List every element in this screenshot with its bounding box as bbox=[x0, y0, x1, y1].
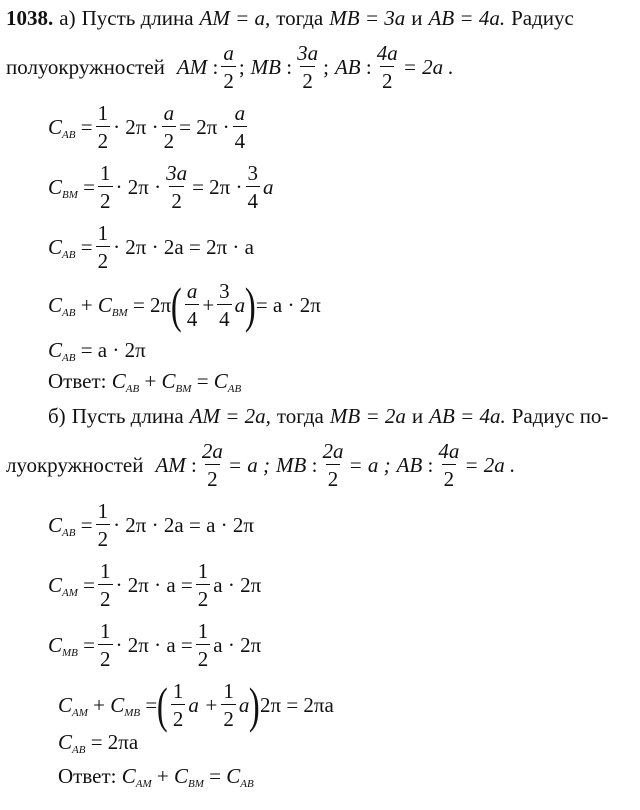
den: 2 bbox=[442, 464, 457, 490]
am-eq: AM = 2a, bbox=[189, 404, 271, 428]
part-a-intro bbox=[6, 8, 640, 29]
subscript: BM bbox=[62, 188, 78, 201]
subscript: AB bbox=[240, 778, 254, 790]
den: 4 bbox=[233, 126, 248, 152]
expr: · 2π · a = bbox=[115, 572, 193, 597]
plus: + bbox=[93, 692, 105, 717]
expr: a + bbox=[188, 692, 219, 717]
num: 3 bbox=[219, 279, 230, 303]
subscript: AB bbox=[125, 383, 140, 395]
fraction bbox=[436, 440, 461, 490]
c-symbol: $C_{AB}$ bbox=[48, 338, 76, 364]
fraction bbox=[221, 680, 236, 730]
expr: = 2π · bbox=[179, 114, 230, 139]
eq: = bbox=[80, 114, 93, 139]
c-symbol: $C_{AM}$ bbox=[58, 692, 88, 719]
num: 3a bbox=[166, 161, 188, 185]
den: 2 bbox=[221, 704, 236, 730]
result: = 2a . bbox=[402, 54, 454, 79]
fraction bbox=[96, 222, 111, 272]
fraction bbox=[375, 42, 400, 92]
num: 1 bbox=[197, 559, 209, 583]
c-symbol: $C_{AB}$ bbox=[226, 764, 254, 790]
fraction bbox=[96, 102, 111, 152]
subscript: AB bbox=[62, 128, 76, 141]
num: 1 bbox=[223, 679, 234, 703]
expr: a · 2π bbox=[213, 632, 262, 657]
den: 2 bbox=[205, 464, 220, 490]
den: 2 bbox=[98, 584, 113, 610]
part-b-radii: луокружностей AM : $\frac{2a}{2}$ = a ; MB : $\frac{2a}{2}$ = a ; AB : $\frac{4a}{2}$ = 2a . bbox=[6, 439, 516, 492]
subscript: MB bbox=[124, 706, 141, 719]
den: 2 bbox=[171, 704, 186, 730]
den: 2 bbox=[196, 584, 211, 610]
part-b-intro bbox=[48, 406, 640, 427]
c-symbol: $C_{BM}$ bbox=[97, 292, 128, 319]
problem-number: 1038. bbox=[6, 6, 54, 30]
var: a bbox=[238, 692, 250, 717]
fraction bbox=[196, 560, 211, 610]
subscript: BM bbox=[175, 383, 192, 395]
fraction bbox=[233, 102, 248, 152]
part-a-radii: полуокружностей AM : $\frac{a}{2}$ ; MB : $\frac{3a}{2}$ ; AB : $\frac{4a}{2}$ = 2a . bbox=[6, 41, 454, 94]
text: и bbox=[411, 6, 423, 30]
c-symbol: $C_{AB}$ bbox=[213, 369, 242, 395]
eq: = bbox=[80, 512, 93, 537]
num: 1 bbox=[100, 559, 111, 583]
part-b-eq4 bbox=[58, 676, 640, 733]
den: 2 bbox=[326, 464, 341, 490]
part-a-eq5 bbox=[48, 338, 640, 364]
den: 2 bbox=[96, 126, 111, 152]
num: 4a bbox=[438, 439, 460, 463]
num: a bbox=[234, 101, 246, 125]
fraction bbox=[171, 680, 186, 730]
num: 1 bbox=[197, 619, 209, 643]
text: полуокружностей bbox=[6, 54, 165, 79]
expr: = 2π bbox=[132, 292, 172, 317]
subscript: AB bbox=[227, 383, 242, 395]
c-symbol: $C_{AB}$ bbox=[48, 512, 76, 539]
part-a-answer bbox=[48, 369, 640, 395]
subscript: AB bbox=[62, 526, 76, 539]
part-a-eq1 bbox=[48, 102, 640, 152]
mb-eq: MB = 2a bbox=[329, 404, 406, 428]
answer-label: Ответ: bbox=[48, 369, 107, 393]
c-symbol: $C_{BM}$ bbox=[173, 764, 204, 790]
am: AM bbox=[176, 54, 208, 79]
den: 4 bbox=[217, 304, 232, 330]
den: 2 bbox=[300, 66, 315, 92]
eq: = bbox=[83, 572, 95, 597]
part-a-label: а) bbox=[59, 6, 76, 30]
expr: · 2π · 2a = 2π · a bbox=[113, 234, 254, 259]
fraction bbox=[96, 500, 111, 550]
num: 1 bbox=[97, 221, 109, 245]
num: 1 bbox=[100, 619, 111, 643]
text: Пусть длина bbox=[71, 404, 184, 428]
text: луокружностей bbox=[6, 452, 144, 477]
expr: 2π = 2πa bbox=[259, 692, 334, 717]
ab: AB bbox=[396, 452, 423, 477]
c-symbol: $C_{MB}$ bbox=[48, 632, 78, 659]
num: 3a bbox=[297, 41, 319, 65]
eq: = bbox=[80, 234, 93, 259]
eq: = bbox=[196, 369, 209, 393]
den: 2 bbox=[96, 524, 111, 550]
den: 4 bbox=[185, 304, 200, 330]
left-paren: ( bbox=[157, 676, 168, 733]
text: и bbox=[411, 404, 424, 428]
c-symbol: $C_{AB}$ bbox=[48, 114, 76, 141]
fraction bbox=[320, 440, 345, 490]
eq: = bbox=[209, 764, 221, 788]
fraction bbox=[98, 162, 113, 212]
eq: = bbox=[145, 692, 158, 717]
fraction bbox=[246, 162, 261, 212]
den: 2 bbox=[169, 186, 184, 212]
part-b-eq2 bbox=[48, 560, 640, 610]
c-symbol: $C_{AM}$ bbox=[121, 764, 152, 790]
ab-eq: AB = 4a. bbox=[428, 6, 506, 30]
expr: · 2π · a = bbox=[115, 632, 193, 657]
den: 2 bbox=[96, 246, 111, 272]
subscript: AB bbox=[62, 306, 76, 319]
plus: + bbox=[80, 292, 93, 317]
fraction bbox=[98, 620, 113, 670]
subscript: AM bbox=[62, 586, 78, 599]
c-symbol: $C_{AB}$ bbox=[111, 369, 140, 395]
result: = 2a . bbox=[464, 452, 516, 477]
expr: · 2π · 2a = a · 2π bbox=[113, 512, 254, 537]
den: 4 bbox=[246, 186, 261, 212]
subscript: MB bbox=[62, 646, 78, 659]
text: Пусть длина bbox=[81, 6, 194, 30]
eq: = bbox=[83, 174, 95, 199]
den: 2 bbox=[221, 66, 236, 92]
num: 1 bbox=[97, 499, 109, 523]
ab: AB bbox=[334, 54, 361, 79]
fraction bbox=[185, 280, 200, 330]
expr: = 2πa bbox=[90, 730, 139, 754]
subscript: AB bbox=[72, 744, 86, 756]
part-b-eq5 bbox=[58, 730, 640, 756]
num: a bbox=[186, 279, 198, 303]
eq: = bbox=[83, 632, 95, 657]
expr: = a · 2π bbox=[255, 292, 321, 317]
subscript: AM bbox=[135, 778, 152, 790]
num: 1 bbox=[97, 101, 109, 125]
c-symbol: $C_{AM}$ bbox=[48, 572, 78, 599]
right-paren: ) bbox=[249, 676, 261, 733]
c-symbol: $C_{AB}$ bbox=[58, 730, 86, 756]
den: 2 bbox=[98, 644, 113, 670]
text: Радиус bbox=[511, 6, 574, 30]
c-symbol: $C_{BM}$ bbox=[161, 369, 192, 395]
den: 2 bbox=[162, 126, 177, 152]
expr: a bbox=[263, 174, 274, 199]
text: Радиус по- bbox=[511, 404, 609, 428]
plus: + bbox=[202, 292, 215, 317]
num: a bbox=[223, 41, 234, 65]
answer-label: Ответ: bbox=[58, 764, 117, 788]
den: 2 bbox=[380, 66, 395, 92]
c-symbol: $C_{MB}$ bbox=[110, 692, 141, 719]
num: 1 bbox=[100, 161, 111, 185]
num: 4a bbox=[376, 41, 398, 65]
result: = a ; bbox=[227, 452, 271, 477]
plus: + bbox=[144, 369, 157, 393]
expr: · 2π · bbox=[115, 174, 162, 199]
part-b-eq1 bbox=[48, 500, 640, 550]
mb: MB bbox=[250, 54, 281, 79]
num: 3 bbox=[247, 161, 259, 185]
fraction bbox=[98, 560, 113, 610]
am: AM bbox=[155, 452, 186, 477]
am-eq: AM = a, bbox=[199, 6, 271, 30]
part-a-eq2 bbox=[48, 162, 640, 212]
right-paren: ) bbox=[245, 276, 256, 333]
expr: = 2π · bbox=[192, 174, 243, 199]
fraction bbox=[295, 42, 320, 92]
part-b-label: б) bbox=[48, 404, 66, 428]
den: 2 bbox=[98, 186, 113, 212]
plus: + bbox=[156, 764, 169, 788]
fraction bbox=[196, 620, 211, 670]
left-paren: ( bbox=[171, 276, 182, 333]
c-symbol: $C_{AB}$ bbox=[48, 234, 76, 261]
mb-eq: MB = 3a bbox=[329, 6, 406, 30]
fraction bbox=[221, 42, 236, 92]
subscript: AB bbox=[62, 352, 76, 364]
fraction bbox=[217, 280, 232, 330]
part-a-eq3 bbox=[48, 222, 640, 272]
c-symbol: $C_{BM}$ bbox=[48, 174, 78, 201]
subscript: AB bbox=[62, 248, 76, 261]
part-b-eq3 bbox=[48, 620, 640, 670]
expr: · 2π · bbox=[113, 114, 159, 139]
den: 2 bbox=[196, 644, 211, 670]
subscript: AM bbox=[72, 706, 88, 719]
var: a bbox=[234, 292, 246, 317]
subscript: BM bbox=[111, 306, 128, 319]
num: 2a bbox=[201, 439, 223, 463]
expr: a · 2π bbox=[213, 572, 262, 597]
part-b-answer bbox=[58, 764, 640, 790]
expr: = a · 2π bbox=[80, 338, 146, 362]
num: 2a bbox=[322, 439, 344, 463]
mb: MB bbox=[276, 452, 307, 477]
num: a bbox=[163, 101, 175, 125]
text: тогда bbox=[276, 6, 324, 30]
text: тогда bbox=[276, 404, 324, 428]
num: 1 bbox=[172, 679, 184, 703]
subscript: BM bbox=[187, 778, 204, 790]
fraction bbox=[200, 440, 225, 490]
part-a-eq4 bbox=[48, 276, 640, 333]
fraction bbox=[162, 102, 177, 152]
result: = a ; bbox=[348, 452, 391, 477]
c-symbol: $C_{AB}$ bbox=[48, 292, 76, 319]
fraction bbox=[164, 162, 189, 212]
ab-eq: AB = 4a. bbox=[429, 404, 506, 428]
